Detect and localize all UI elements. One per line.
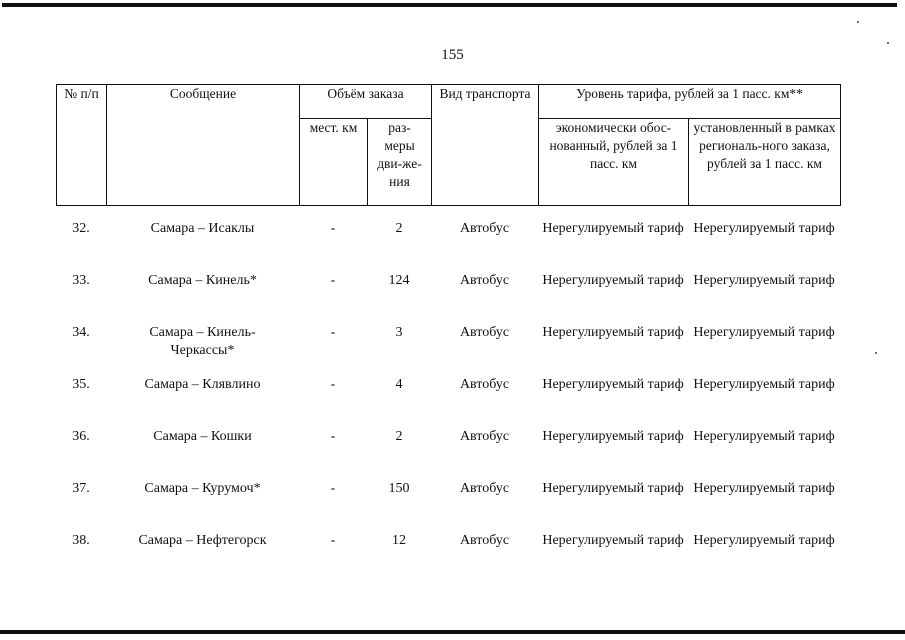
scan-speck (887, 42, 889, 44)
row-number: 33. (72, 273, 90, 288)
row-transport: Автобус (459, 533, 510, 548)
row-tariff-economic: Нерегулируемый тариф (542, 273, 684, 288)
row-route: Самара – Кинель* (148, 273, 257, 288)
row-seats: - (330, 221, 336, 236)
scan-speck (857, 21, 859, 23)
row-seats: - (330, 377, 336, 392)
page-number: 155 (441, 47, 464, 63)
row-route: Самара – Клявлино (144, 377, 261, 392)
header-number: № п/п (57, 85, 107, 206)
row-tariff-set: Нерегулируемый тариф (693, 325, 835, 340)
row-number: 35. (72, 377, 90, 392)
row-tariff-set: Нерегулируемый тариф (693, 377, 835, 392)
row-tariff-economic: Нерегулируемый тариф (542, 481, 684, 496)
row-transport: Автобус (459, 325, 510, 340)
header-tariff-economic: экономически обос-нованный, рублей за 1 пасс. км (539, 119, 689, 206)
header-volume-size: раз-меры дви-же-ния (368, 119, 432, 206)
header-route: Сообщение (107, 85, 300, 206)
row-number: 38. (72, 533, 90, 548)
bottom-rule (0, 630, 905, 634)
row-size: 2 (395, 221, 403, 236)
header-tariff: Уровень тарифа, рублей за 1 пасс. км** (539, 85, 841, 119)
row-size: 2 (395, 429, 403, 444)
row-size: 124 (388, 273, 410, 288)
table-row (56, 220, 840, 260)
row-tariff-economic: Нерегулируемый тариф (542, 377, 684, 392)
row-tariff-economic: Нерегулируемый тариф (542, 429, 684, 444)
table-row (56, 480, 840, 520)
row-tariff-set: Нерегулируемый тариф (693, 221, 835, 236)
row-route: Самара – Нефтегорск (138, 533, 267, 548)
top-rule (2, 3, 897, 7)
row-seats: - (330, 273, 336, 288)
row-route: Самара – Кошки (153, 429, 252, 444)
row-route: Самара – Кинель-Черкассы* (149, 325, 256, 358)
row-tariff-economic: Нерегулируемый тариф (542, 533, 684, 548)
header-volume-seats: мест. км (300, 119, 368, 206)
row-number: 34. (72, 325, 90, 340)
header-transport: Вид транспорта (432, 85, 539, 206)
header-tariff-set: установленный в рамках региональ-ного заказа, рублей за 1 пасс. км (689, 119, 841, 206)
row-transport: Автобус (459, 377, 510, 392)
row-transport: Автобус (459, 273, 510, 288)
table-row (56, 376, 840, 416)
row-tariff-set: Нерегулируемый тариф (693, 429, 835, 444)
row-route: Самара – Курумоч* (144, 481, 261, 496)
row-size: 4 (395, 377, 403, 392)
row-seats: - (330, 429, 336, 444)
row-size: 12 (392, 533, 406, 548)
table-row (56, 324, 840, 364)
row-transport: Автобус (459, 221, 510, 236)
row-seats: - (330, 533, 336, 548)
row-tariff-economic: Нерегулируемый тариф (542, 325, 684, 340)
row-seats: - (330, 481, 336, 496)
table-header (56, 84, 841, 206)
row-tariff-set: Нерегулируемый тариф (693, 533, 835, 548)
row-number: 37. (72, 481, 90, 496)
table-row (56, 532, 840, 572)
row-route: Самара – Исаклы (150, 221, 255, 236)
table-row (56, 272, 840, 312)
scan-speck (875, 352, 877, 354)
table-row (56, 428, 840, 468)
row-size: 150 (388, 481, 410, 496)
row-transport: Автобус (459, 481, 510, 496)
row-tariff-set: Нерегулируемый тариф (693, 273, 835, 288)
row-number: 32. (72, 221, 90, 236)
row-size: 3 (395, 325, 403, 340)
row-seats: - (330, 325, 336, 340)
row-number: 36. (72, 429, 90, 444)
header-volume: Объём заказа (300, 85, 432, 119)
row-tariff-economic: Нерегулируемый тариф (542, 221, 684, 236)
row-tariff-set: Нерегулируемый тариф (693, 481, 835, 496)
row-transport: Автобус (459, 429, 510, 444)
